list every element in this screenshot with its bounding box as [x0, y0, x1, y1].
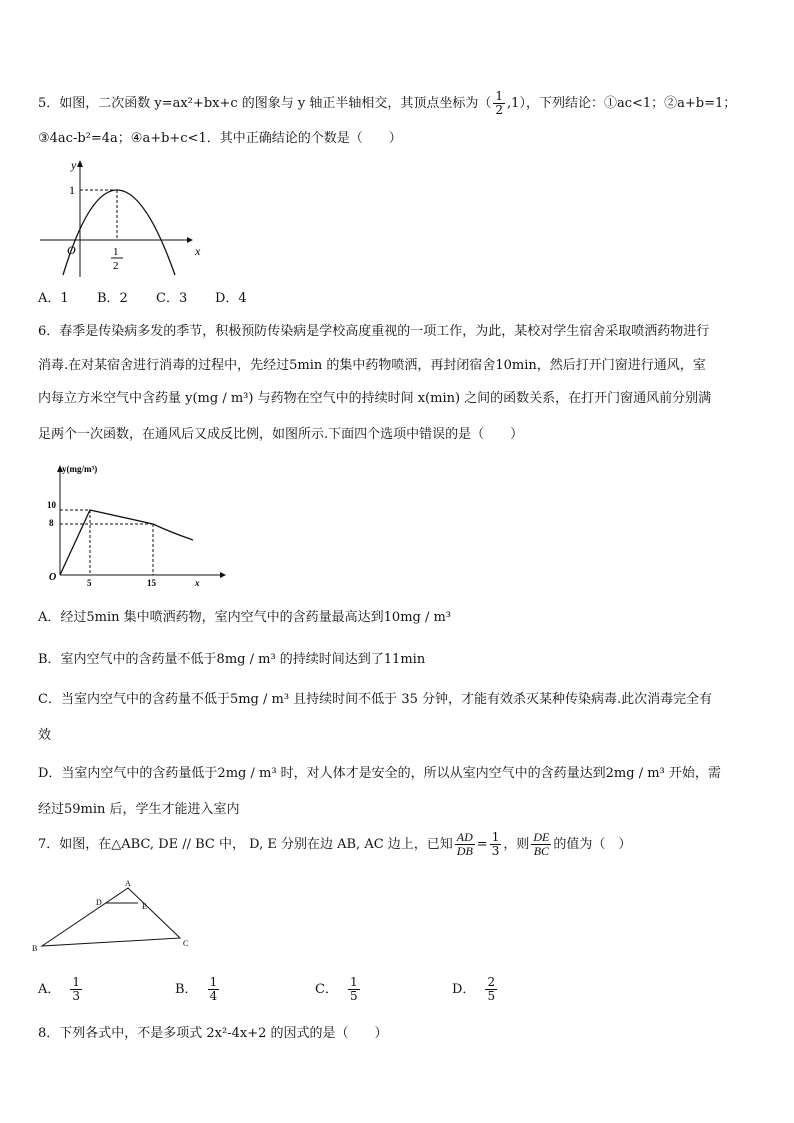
- fraction-denominator: DB: [456, 844, 473, 858]
- q7-ratio-ad-db: [455, 831, 475, 858]
- q6-concentration-graph: [35, 460, 235, 590]
- x-axis-arrow-icon: [187, 237, 193, 243]
- q5-parabola-graph: [35, 155, 210, 285]
- y-tick-1: 1: [69, 183, 75, 197]
- y-axis-label: y(mg/m³): [62, 464, 98, 474]
- y-tick-10: 10: [47, 500, 56, 510]
- y-axis-arrow-icon: [77, 160, 83, 167]
- q6-option-c-line2[interactable]: 效: [38, 728, 52, 743]
- vertex-b-label: B: [32, 944, 38, 953]
- fraction-denominator: 4: [209, 989, 218, 1003]
- x-tick-15: 15: [147, 578, 156, 588]
- vertex-c-label: C: [183, 939, 189, 948]
- point-e-label: E: [142, 902, 147, 911]
- fraction-denominator: 2: [495, 103, 504, 117]
- fraction-denominator: 5: [487, 989, 496, 1003]
- linear-segments: [60, 510, 153, 575]
- fraction-numerator: 1: [209, 975, 218, 989]
- q5-stem-line1: [38, 90, 736, 117]
- option-label: C．: [315, 982, 338, 997]
- q8-stem: 8．下列各式中，不是多项式 2x²-4x+2 的因式的是（ ）: [38, 1026, 388, 1041]
- y-axis-label: y: [71, 158, 77, 172]
- q7-stem-part-b: ，则: [503, 837, 530, 852]
- q5-option-a[interactable]: A．1: [38, 291, 69, 306]
- fraction-numerator: 2: [487, 975, 496, 989]
- point-d-label: D: [96, 898, 102, 907]
- fraction-denominator: 3: [491, 844, 500, 858]
- q7-option-a[interactable]: [38, 972, 84, 1008]
- q7-stem-part-c: 的值为（ ）: [553, 837, 632, 852]
- q6-option-d-line2[interactable]: 经过59min 后，学生才能进入室内: [38, 802, 240, 817]
- q7-ratio-one-third: [490, 831, 502, 858]
- q6-stem-line1: 6．春季是传染病多发的季节，积极预防传染病是学校高度重视的一项工作，为此，某校对学生宿舍采取喷洒药物进行: [38, 324, 710, 339]
- q6-stem-line4: 足两个一次函数，在通风后又成反比例，如图所示.下面四个选项中错误的是（ ）: [38, 427, 524, 442]
- option-fraction: [208, 976, 220, 1003]
- q7-ratio-de-bc: [531, 831, 551, 858]
- fraction-numerator: 1: [349, 975, 358, 989]
- q6-stem-line2: 消毒.在对某宿舍进行消毒的过程中，先经过5min 的集中药物喷洒，再封闭宿舍10min，然后打开门窗进行通风，室: [38, 358, 706, 373]
- fraction-numerator: 1: [72, 975, 81, 989]
- fraction-numerator: 1: [495, 89, 504, 103]
- inverse-proportion-curve: [153, 524, 193, 540]
- option-label: A．: [38, 982, 61, 997]
- q5-stem-part-b: ,1），下列结论：①ac<1；②a+b=1；: [507, 96, 737, 111]
- origin-label: O: [49, 572, 57, 583]
- q6-option-c-line1[interactable]: C．当室内空气中的含药量不低于5mg / m³ 且持续时间不低于 35 分钟，才能有效杀灭某种传染病毒.此次消毒完全有: [38, 692, 713, 707]
- q6-stem-line3: 内每立方米空气中含药量 y(mg / m³) 与药物在空气中的持续时间 x(min) 之间的函数关系，在打开门窗通风前分别满: [38, 391, 712, 406]
- x-axis-label: x: [195, 244, 201, 258]
- triangle-abc: [42, 888, 180, 946]
- q5-stem-line2: ③4ac-b²=4a；④a+b+c<1．其中正确结论的个数是（ ）: [38, 131, 402, 146]
- q6-option-b[interactable]: B．室内空气中的含药量不低于8mg / m³ 的持续时间达到了11min: [38, 652, 426, 667]
- q6-option-d-line1[interactable]: D．当室内空气中的含药量低于2mg / m³ 时，对人体才是安全的，所以从室内空气中的含药量达到2mg / m³ 开始，需: [38, 766, 721, 781]
- q7-stem: [38, 828, 631, 862]
- option-fraction: [485, 976, 497, 1003]
- q7-option-b[interactable]: [175, 972, 221, 1008]
- q7-option-c[interactable]: [315, 972, 362, 1008]
- q5-option-d[interactable]: D．4: [215, 291, 247, 306]
- vertex-a-label: A: [125, 879, 131, 888]
- fraction-denominator: 3: [72, 989, 81, 1003]
- x-tick-half-den: 2: [113, 260, 119, 272]
- fraction-numerator: AD: [456, 830, 473, 844]
- fraction-denominator: BC: [533, 844, 550, 858]
- q7-equals: =: [476, 837, 488, 852]
- origin-label: O: [67, 243, 76, 257]
- q5-option-c[interactable]: C．3: [156, 291, 188, 306]
- option-fraction: [70, 976, 82, 1003]
- q5-vertex-fraction: [493, 90, 505, 117]
- x-axis-arrow-icon: [220, 572, 226, 578]
- y-tick-8: 8: [49, 518, 54, 528]
- x-tick-half-num: 1: [113, 246, 119, 258]
- q6-option-a[interactable]: A．经过5min 集中喷洒药物，室内空气中的含药量最高达到10mg / m³: [38, 610, 452, 625]
- fraction-numerator: 1: [491, 830, 500, 844]
- x-axis-label: x: [195, 578, 200, 588]
- option-label: B．: [175, 982, 198, 997]
- q7-stem-part-a: 7．如图，在△ABC, DE // BC 中， D, E 分别在边 AB, AC 边上，已知: [38, 837, 453, 852]
- fraction-numerator: DE: [533, 830, 550, 844]
- q7-triangle-figure: [30, 876, 200, 956]
- q5-option-b[interactable]: B．2: [97, 291, 128, 306]
- option-label: D．: [452, 982, 476, 997]
- fraction-denominator: 5: [349, 989, 358, 1003]
- q5-stem-part-a: 5．如图，二次函数 y=ax²+bx+c 的图象与 y 轴正半轴相交，其顶点坐标为（: [38, 96, 492, 111]
- q7-option-d[interactable]: [452, 972, 499, 1008]
- option-fraction: [348, 976, 360, 1003]
- x-tick-5: 5: [87, 578, 92, 588]
